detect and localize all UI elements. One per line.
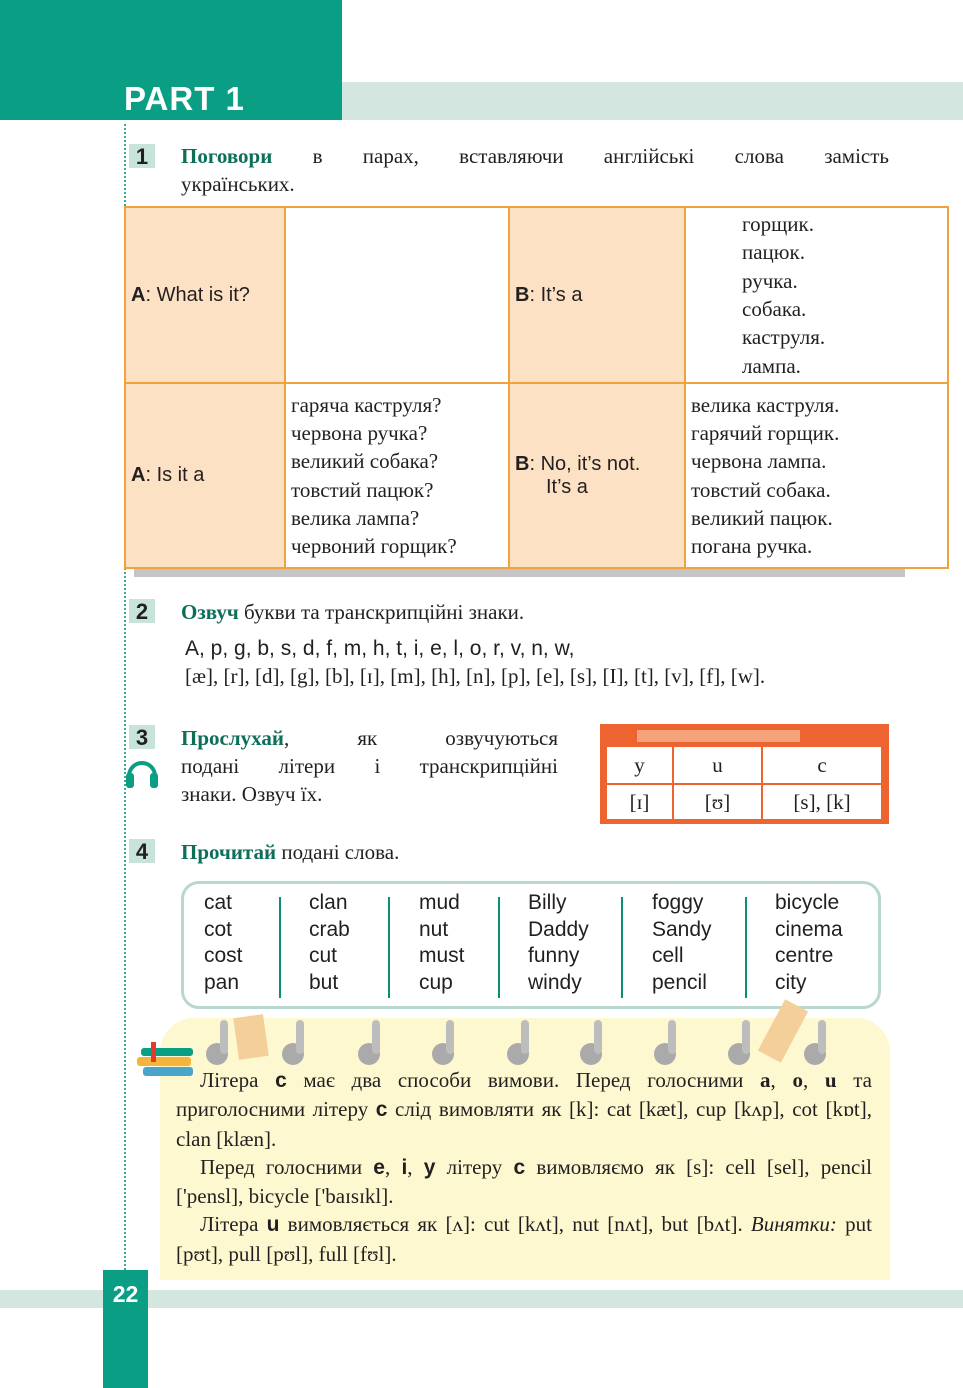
dialogue-table bbox=[124, 206, 949, 569]
word-column-4: Billy Daddy funny windy bbox=[528, 891, 589, 994]
task-1-number: 1 bbox=[129, 144, 155, 168]
task-1-instruction bbox=[181, 142, 889, 198]
list-item: товстий собака. bbox=[691, 477, 831, 502]
list-item: великий собака? bbox=[291, 449, 439, 474]
task-1-verb: Поговори bbox=[181, 144, 273, 168]
spiral-hook bbox=[742, 1020, 750, 1054]
transcriptions-line: [æ], [r], [d], [g], [b], [ɪ], [m], [h], [n], [p], [e], [s], [I], [t], [v], [f], [w]. bbox=[185, 664, 766, 688]
spiral-hook bbox=[372, 1020, 380, 1054]
list-item: лампа. bbox=[742, 353, 801, 378]
row1-blank-cell bbox=[285, 207, 509, 383]
list-item: великий пацюк. bbox=[691, 505, 833, 530]
task-4-instruction: Прочитай подані слова. bbox=[181, 840, 400, 864]
list-item: гаряча каструля? bbox=[291, 392, 442, 417]
row2-question-cell: A: Is it a bbox=[125, 383, 285, 568]
spiral-hook bbox=[521, 1020, 529, 1054]
list-item: червона ручка? bbox=[291, 420, 428, 445]
spiral-hook bbox=[220, 1020, 228, 1054]
row2-options-cell bbox=[285, 383, 509, 568]
rule-paragraph-3: Літера u вимовляється як [ʌ]: cut [kʌt], nut [nʌt], but [bʌt]. Винятки: put [pʊt], pull [pʊl], full [fʊl]. bbox=[176, 1212, 872, 1266]
spiral-hook bbox=[446, 1020, 454, 1054]
headphones-icon bbox=[124, 756, 160, 795]
row1-items-cell bbox=[685, 207, 948, 383]
sound-cell: [ɪ] bbox=[606, 784, 673, 820]
letter-cell: u bbox=[673, 746, 762, 784]
column-divider bbox=[621, 897, 623, 998]
list-item: погана ручка. bbox=[691, 534, 813, 559]
list-item: велика каструля. bbox=[691, 392, 840, 417]
list-item: велика лампа? bbox=[291, 505, 420, 530]
row2-items-cell bbox=[685, 383, 948, 568]
word-column-1: cat cot cost pan bbox=[204, 891, 243, 994]
column-divider bbox=[745, 897, 747, 998]
list-item: червоний горщик? bbox=[291, 534, 457, 559]
list-item: гарячий горщик. bbox=[691, 420, 840, 445]
rule-text bbox=[176, 1066, 872, 1268]
list-item: товстий пацюк? bbox=[291, 477, 434, 502]
sound-cell: [s], [k] bbox=[762, 784, 882, 820]
task-3-instruction: Прослухай, як озвучуються подані літери і транскрипційні знаки. Озвуч їх. bbox=[181, 726, 558, 806]
task-2-instruction: Озвуч букви та транскрипційні знаки. bbox=[181, 600, 525, 624]
task-1-text: в парах, вставляючи англійські слова замість bbox=[312, 144, 890, 168]
row1-answer-cell: B: It’s a bbox=[509, 207, 685, 383]
spiral-hook bbox=[594, 1020, 602, 1054]
rule-paragraph-1: Літера c має два способи вимови. Перед голосними a, o, u та приголосними літеру c слід вимовляти як [k]: cat [kæt], cup [kʌp], cot [kɒt], clan [klæn]. bbox=[176, 1068, 872, 1151]
letter-cell: c bbox=[762, 746, 882, 784]
spiral-hook bbox=[818, 1020, 826, 1054]
sound-cell: [ʊ] bbox=[673, 784, 762, 820]
task-1-text-2: українських. bbox=[181, 172, 295, 196]
page-number: 22 bbox=[112, 1281, 139, 1307]
pencil-decoration bbox=[233, 1014, 269, 1060]
list-item: горщик. bbox=[742, 212, 814, 237]
header-band bbox=[342, 82, 963, 120]
row2-answer-cell: B: No, it’s not. It’s a bbox=[509, 383, 685, 568]
column-divider bbox=[498, 897, 500, 998]
column-divider bbox=[279, 897, 281, 998]
list-item: червона лампа. bbox=[691, 449, 827, 474]
row1-question-cell: A: What is it? bbox=[125, 207, 285, 383]
task-2-verb: Озвуч bbox=[181, 600, 239, 624]
task-3-number: 3 bbox=[129, 725, 155, 749]
sounds-table bbox=[605, 745, 883, 821]
word-column-2: clan crab cut but bbox=[309, 891, 350, 994]
task-2-number: 2 bbox=[129, 599, 155, 623]
task-4-verb: Прочитай bbox=[181, 840, 277, 864]
column-divider bbox=[388, 897, 390, 998]
task-4-number: 4 bbox=[129, 839, 155, 863]
word-column-3: mud nut must cup bbox=[419, 891, 465, 994]
sounds-table-header-bar bbox=[637, 730, 800, 742]
rule-paragraph-2: Перед голосними e, i, y літеру c вимовляємо як [s]: cell [sel], pencil ['pensl], bicycle ['baɪsɪkl]. bbox=[176, 1154, 872, 1209]
task-3-verb: Прослухай bbox=[181, 726, 284, 750]
letter-cell: y bbox=[606, 746, 673, 784]
word-column-5: foggy Sandy cell pencil bbox=[652, 891, 712, 994]
list-item: ручка. bbox=[742, 268, 798, 293]
part-title: PART 1 bbox=[124, 80, 245, 117]
list-item: каструля. bbox=[742, 325, 826, 350]
word-column-6: bicycle cinema centre city bbox=[775, 891, 843, 994]
list-item: пацюк. bbox=[742, 240, 805, 265]
list-item: собака. bbox=[742, 297, 807, 321]
letters-line: A, p, g, b, s, d, f, m, h, t, i, e, l, o, r, v, n, w, bbox=[185, 637, 575, 660]
spiral-hook bbox=[296, 1020, 304, 1054]
spiral-hook bbox=[668, 1020, 676, 1054]
